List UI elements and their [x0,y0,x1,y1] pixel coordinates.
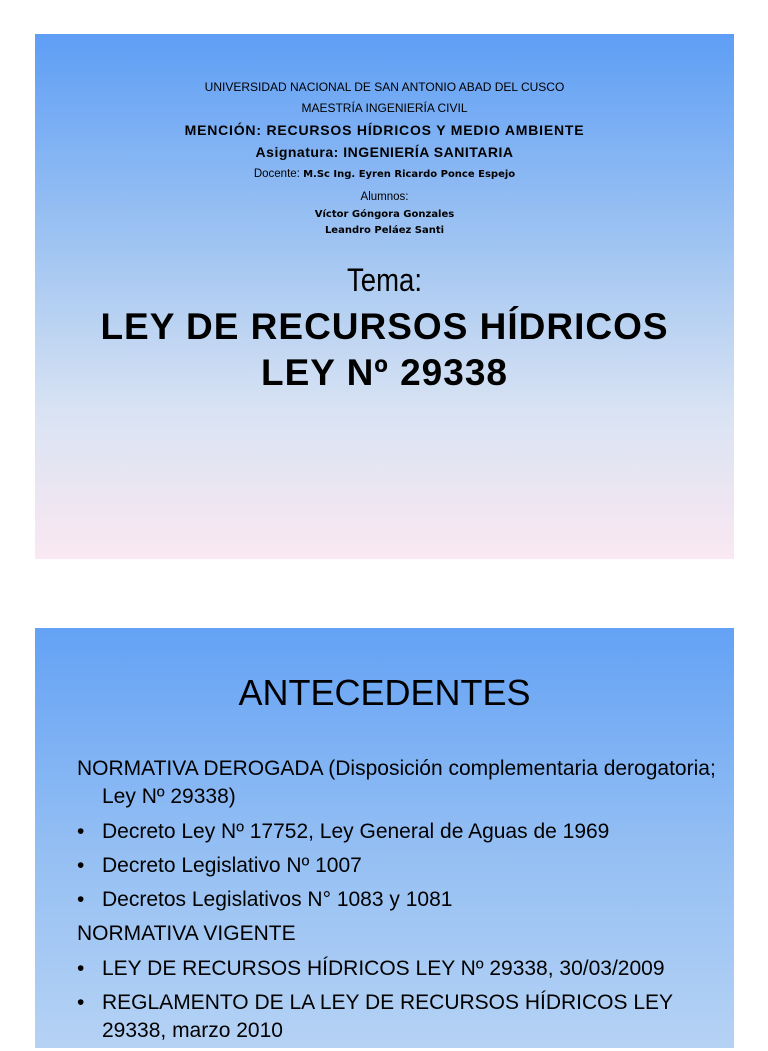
university-name: UNIVERSIDAD NACIONAL DE SAN ANTONIO ABAD DEL CUSCO [204,80,565,94]
list-item [77,955,717,983]
student-name: Leandro Peláez Santi [324,225,445,236]
students-label: Alumnos: [360,191,409,203]
instructor-line [35,168,734,180]
course-name: Asignatura: INGENIERÍA SANITARIA [255,144,514,160]
antecedentes-slide [35,628,734,1048]
list-item [77,989,717,1045]
list-item [77,818,717,846]
specialization: MENCIÓN: RECURSOS HÍDRICOS Y MEDIO AMBIENTE [184,122,585,138]
bullet-icon: • [77,854,85,877]
list-item-text: REGLAMENTO DE LA LEY DE RECURSOS HÍDRICOS LEY 29338, marzo 2010 [102,991,673,1042]
list-item-text: Decretos Legislativos N° 1083 y 1081 [102,888,453,911]
program-name: MAESTRÍA INGENIERÍA CIVIL [301,101,468,115]
student-name: Víctor Góngora Gonzales [314,209,455,220]
instructor-label: Docente: [253,168,304,180]
bullet-icon: • [77,888,85,911]
bullet-icon: • [77,820,85,843]
topic-label: Tema: [347,262,422,298]
current-regulations-heading: NORMATIVA VIGENTE [77,922,296,945]
repealed-regulations-heading: NORMATIVA DEROGADA (Disposición complementaria derogatoria; Ley Nº 29338) [77,757,716,808]
list-item-text: Decreto Ley Nº 17752, Ley General de Aguas de 1969 [102,820,610,843]
list-item [77,852,717,880]
slide-title-line-1: LEY DE RECURSOS HÍDRICOS [100,306,669,347]
instructor-name: M.Sc Ing. Eyren Ricardo Ponce Espejo [303,169,516,180]
slide-heading: ANTECEDENTES [238,672,531,713]
list-item-text: Decreto Legislativo Nº 1007 [102,854,362,877]
title-slide [35,34,734,559]
bullet-icon: • [77,957,85,980]
bullet-icon: • [77,991,85,1014]
slide-title-line-2: LEY Nº 29338 [261,352,508,393]
list-item [77,886,717,914]
slide-body [77,755,717,1051]
list-item-text: LEY DE RECURSOS HÍDRICOS LEY Nº 29338, 30/03/2009 [102,957,665,980]
